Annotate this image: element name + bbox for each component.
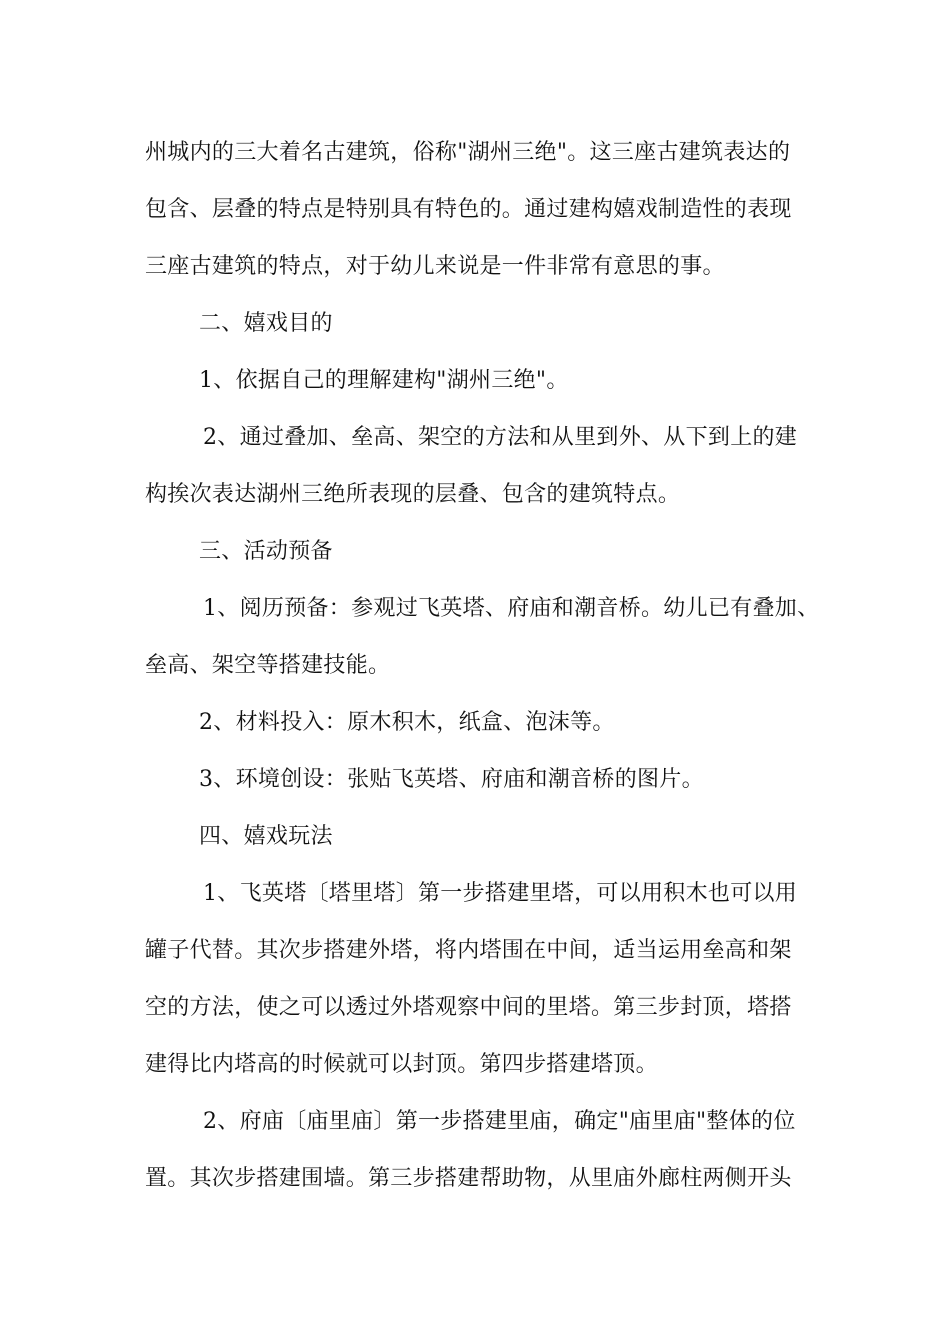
paragraph-line: 2、材料投入：原木积木，纸盒、泡沫等。 xyxy=(199,710,615,735)
paragraph-line: 建得比内塔高的时候就可以封顶。第四步搭建塔顶。 xyxy=(145,1052,658,1077)
paragraph-line: 2、府庙〔庙里庙〕第一步搭建里庙，确定"庙里庙"整体的位 xyxy=(203,1109,796,1134)
section-heading: 四、嬉戏玩法 xyxy=(199,824,333,849)
section-heading: 三、活动预备 xyxy=(199,539,333,564)
paragraph-line: 2、通过叠加、垒高、架空的方法和从里到外、从下到上的建 xyxy=(203,425,798,450)
paragraph-line: 1、阅历预备：参观过飞英塔、府庙和潮音桥。幼儿已有叠加、 xyxy=(203,596,820,621)
section-heading: 二、嬉戏目的 xyxy=(199,311,333,336)
paragraph-line: 构挨次表达湖州三绝所表现的层叠、包含的建筑特点。 xyxy=(145,482,681,507)
paragraph-line: 州城内的三大着名古建筑，俗称"湖州三绝"。这三座古建筑表达的 xyxy=(145,140,791,165)
paragraph-line: 三座古建筑的特点，对于幼儿来说是一件非常有意思的事。 xyxy=(145,254,725,279)
paragraph-line: 空的方法，使之可以透过外塔观察中间的里塔。第三步封顶，塔搭 xyxy=(145,995,792,1020)
paragraph-line: 3、环境创设：张贴飞英塔、府庙和潮音桥的图片。 xyxy=(199,767,704,792)
paragraph-line: 罐子代替。其次步搭建外塔，将内塔围在中间，适当运用垒高和架 xyxy=(145,938,792,963)
paragraph-line: 包含、层叠的特点是特别具有特色的。通过建构嬉戏制造性的表现 xyxy=(145,197,792,222)
paragraph-line: 1、飞英塔〔塔里塔〕第一步搭建里塔，可以用积木也可以用 xyxy=(203,881,798,906)
paragraph-line: 垒高、架空等搭建技能。 xyxy=(145,653,391,678)
paragraph-line: 置。其次步搭建围墙。第三步搭建帮助物，从里庙外廊柱两侧开头 xyxy=(145,1166,792,1191)
paragraph-line: 1、依据自己的理解建构"湖州三绝"。 xyxy=(199,368,569,393)
